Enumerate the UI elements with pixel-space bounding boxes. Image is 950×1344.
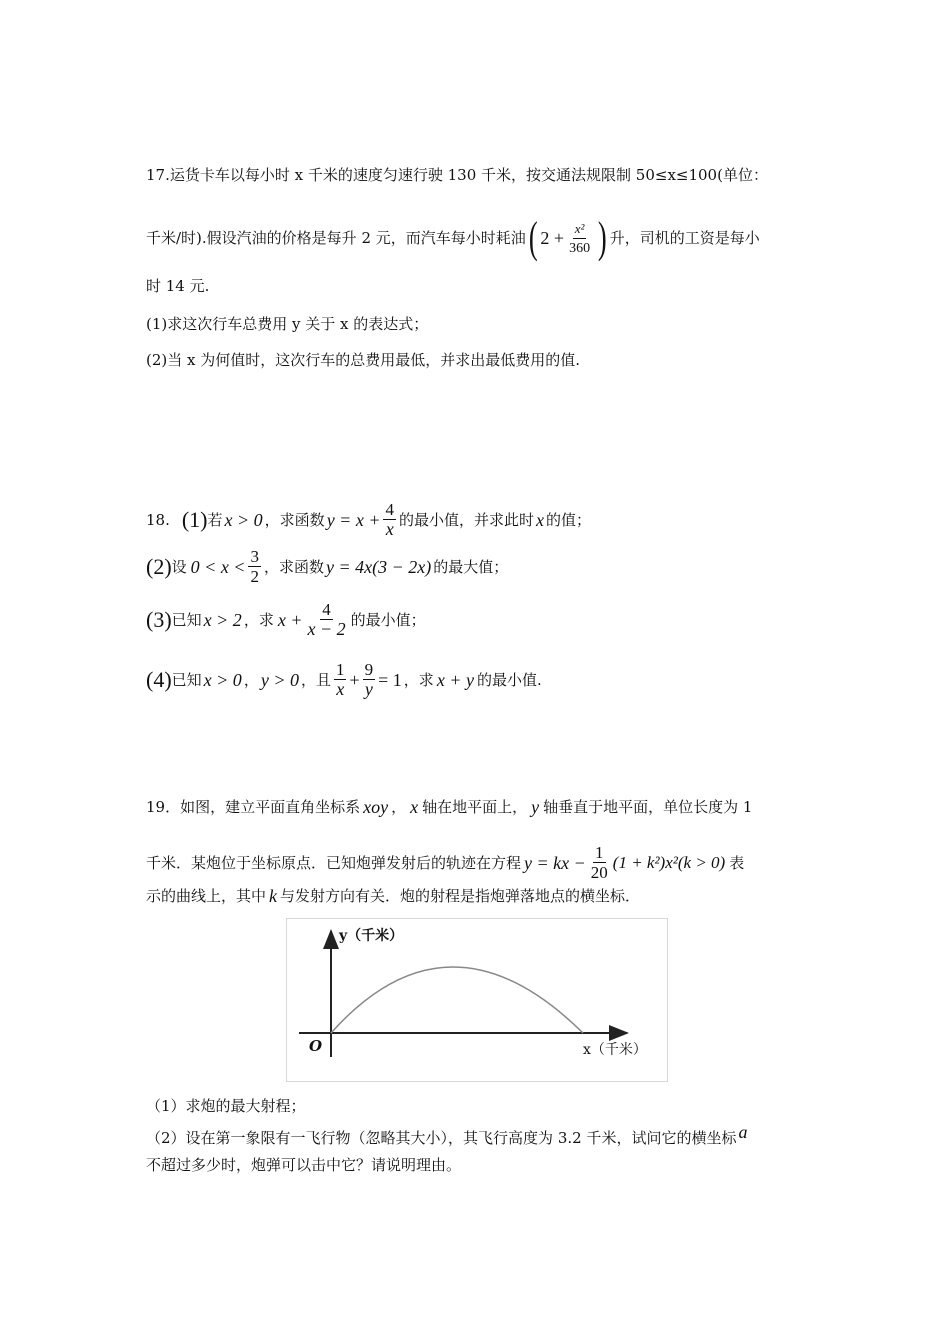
q17-line2: 千米/时).假设汽油的价格是每升 2 元，而汽车每小时耗油 ( 2 + $\frac{\text{x²}}{360}$ ) 升，司机的工资是每小 — [146, 213, 760, 262]
q19-line2: 千米．某炮位于坐标原点．已知炮弹发射后的轨迹在方程 y = kx − $\frac{1}{20}$ (1 + k²)x²(k > 0) 表 — [146, 843, 745, 882]
paren-left: ( — [528, 213, 538, 262]
q17-fraction: $\frac{\text{x²}}{360}$ — [569, 220, 591, 256]
q19-line3: 示的曲线上，其中 k 与发射方向有关．炮的射程是指炮弹落地点的横坐标． — [146, 886, 641, 906]
q19-part2-cont: 不超过多少时，炮弹可以击中它？请说明理由。 — [146, 1156, 462, 1174]
q18-part1: 18. (1) 若 x > 0 ，求函数 y = x + $\frac{4}{x}$ 的最小值，并求此时 x 的值； — [146, 500, 591, 539]
paren-right: ) — [598, 213, 607, 262]
q18-p1-fraction: $\frac{4}{x}$ — [385, 500, 394, 539]
q18-p2-fraction: $\frac{3}{2}$ — [250, 547, 259, 586]
q17-part1: (1)求这次行车总费用 y 关于 x 的表达式； — [146, 315, 429, 333]
q17-part2: (2)当 x 为何值时，这次行车的总费用最低，并求出最低费用的值. — [146, 351, 581, 369]
q18-p4-fraction1: $\frac{1}{x}$ — [335, 660, 345, 699]
q19-fraction: $\frac{1}{20}$ — [590, 843, 608, 882]
x-axis-label: x（千米） — [583, 1042, 647, 1058]
q17-line3: 时 14 元. — [146, 277, 210, 295]
q19-part1: （1）求炮的最大射程； — [146, 1097, 306, 1115]
q18-part2: (2) 设 0 < x < $\frac{3}{2}$ ，求函数 y = 4x(3 − 2x) 的最大值； — [146, 547, 509, 586]
q17-formula-lead: 2 + — [540, 228, 565, 248]
q19-line1: 19．如图，建立平面直角坐标系 xoy ， x 轴在地平面上， y 轴垂直于地平面，单位长度为 1 — [146, 797, 753, 817]
trajectory-figure — [286, 918, 668, 1082]
q18-part3: (3) 已知 x > 2 ，求 x + $\frac{4}{x - 2}$ 的最小值； — [146, 600, 426, 639]
q18-p4-fraction2: $\frac{9}{y}$ — [364, 660, 374, 699]
q19-part2: （2）设在第一象限有一飞行物（忽略其大小），其飞行高度为 3.2 千米，试问它的横坐标 a — [146, 1122, 748, 1147]
q18-part4: (4) 已知 x > 0 ， y > 0 ，且 $\frac{1}{x}$ + $\frac{9}{y}$ = 1 ，求 x + y 的最小值. — [146, 660, 542, 699]
q17-line1: 17.运货卡车以每小时 x 千米的速度匀速行驶 130 千米，按交通法规限制 50≤x≤100(单位： — [146, 166, 768, 184]
origin-label: O — [309, 1037, 323, 1055]
y-axis-label: y（千米） — [339, 928, 404, 944]
trajectory-curve — [331, 967, 583, 1033]
q18-p3-fraction: $\frac{4}{x - 2}$ — [307, 600, 346, 639]
